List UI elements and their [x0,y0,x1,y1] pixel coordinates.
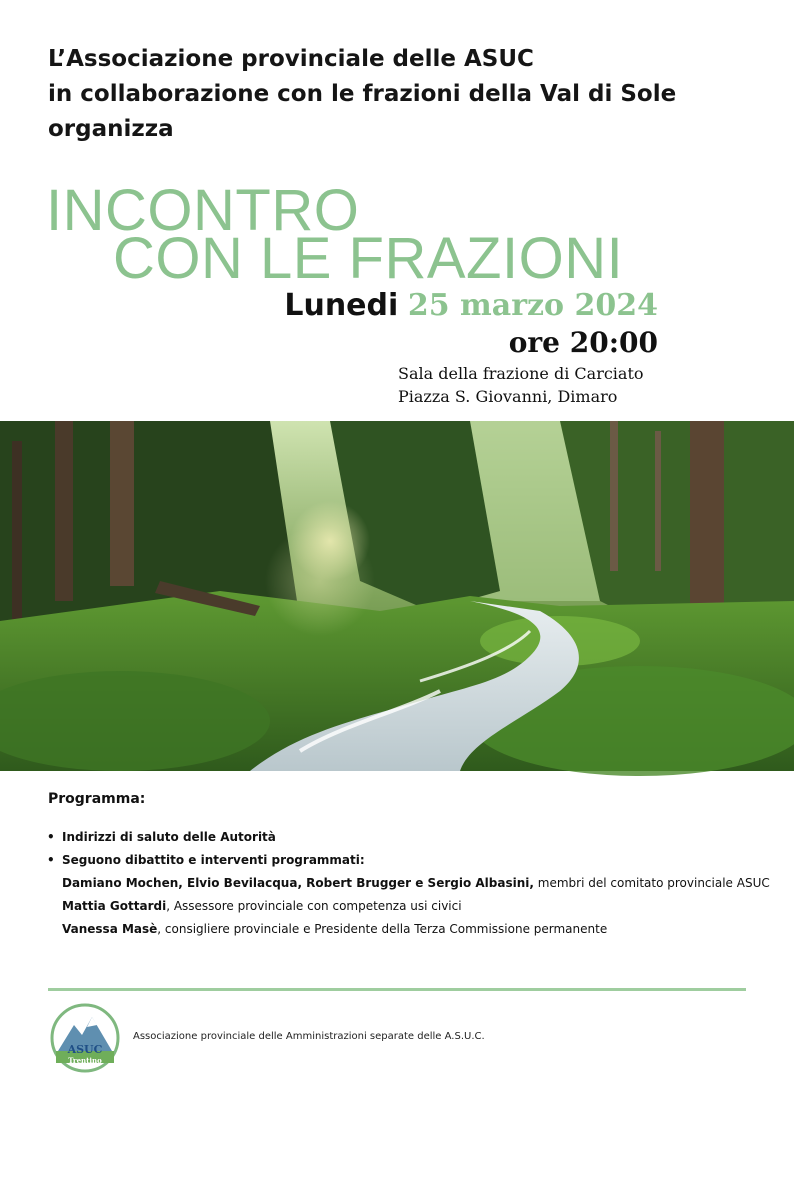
program-item-1: Indirizzi di saluto delle Autorità [62,830,276,844]
event-venue [398,362,644,408]
footer-divider [48,988,746,991]
event-title-line-2: CON LE FRAZIONI [113,226,624,291]
photo-credit: IDM Südtirol-Alto Adige/Alex Filz [25,1175,141,1184]
event-title-line-1: INCONTRO [46,178,360,243]
speaker-line [47,895,767,918]
event-time: ore 20:00 [508,326,658,359]
speaker-name: Mattia Gottardi [62,899,167,913]
speaker-role: , Assessore provinciale con competenza usi civici [166,899,462,913]
intro-line-1: L’Associazione provinciale delle ASUC [48,46,534,72]
venue-line-1: Sala della frazione di Carciato [398,364,644,383]
speaker-line [47,918,767,941]
intro-line-3: organizza [48,116,174,142]
logo-text-bottom: Trentino [68,1056,102,1065]
list-item [47,849,767,872]
bullet-icon: • [47,830,55,844]
event-date-value: 25 marzo 2024 [407,288,658,323]
intro-line-2: in collaborazione con le frazioni della Val di Sole [48,81,677,107]
speaker-name: Damiano Mochen, Elvio Bevilacqua, Robert Brugger e Sergio Albasini, [62,876,534,890]
speaker-line [47,872,770,895]
speaker-role: membri del comitato provinciale ASUC [533,876,770,890]
intro-text [48,42,676,147]
bullet-icon: • [47,853,55,867]
program-list [47,826,770,941]
venue-line-2: Piazza S. Giovanni, Dimaro [398,387,618,406]
list-item [47,826,767,849]
speaker-role: , consigliere provinciale e Presidente della Terza Commissione permanente [157,922,608,936]
program-heading: Programma: [48,791,146,807]
event-day: Lunedi [284,288,399,323]
event-date [284,286,658,326]
speaker-name: Vanessa Masè [62,922,158,936]
program-item-2: Seguono dibattito e interventi programmati: [62,853,365,867]
logo-text-top: ASUC [67,1043,103,1056]
asuc-logo [50,1003,120,1073]
organization-name: Associazione provinciale delle Amministrazioni separate delle A.S.U.C. [133,1031,485,1042]
